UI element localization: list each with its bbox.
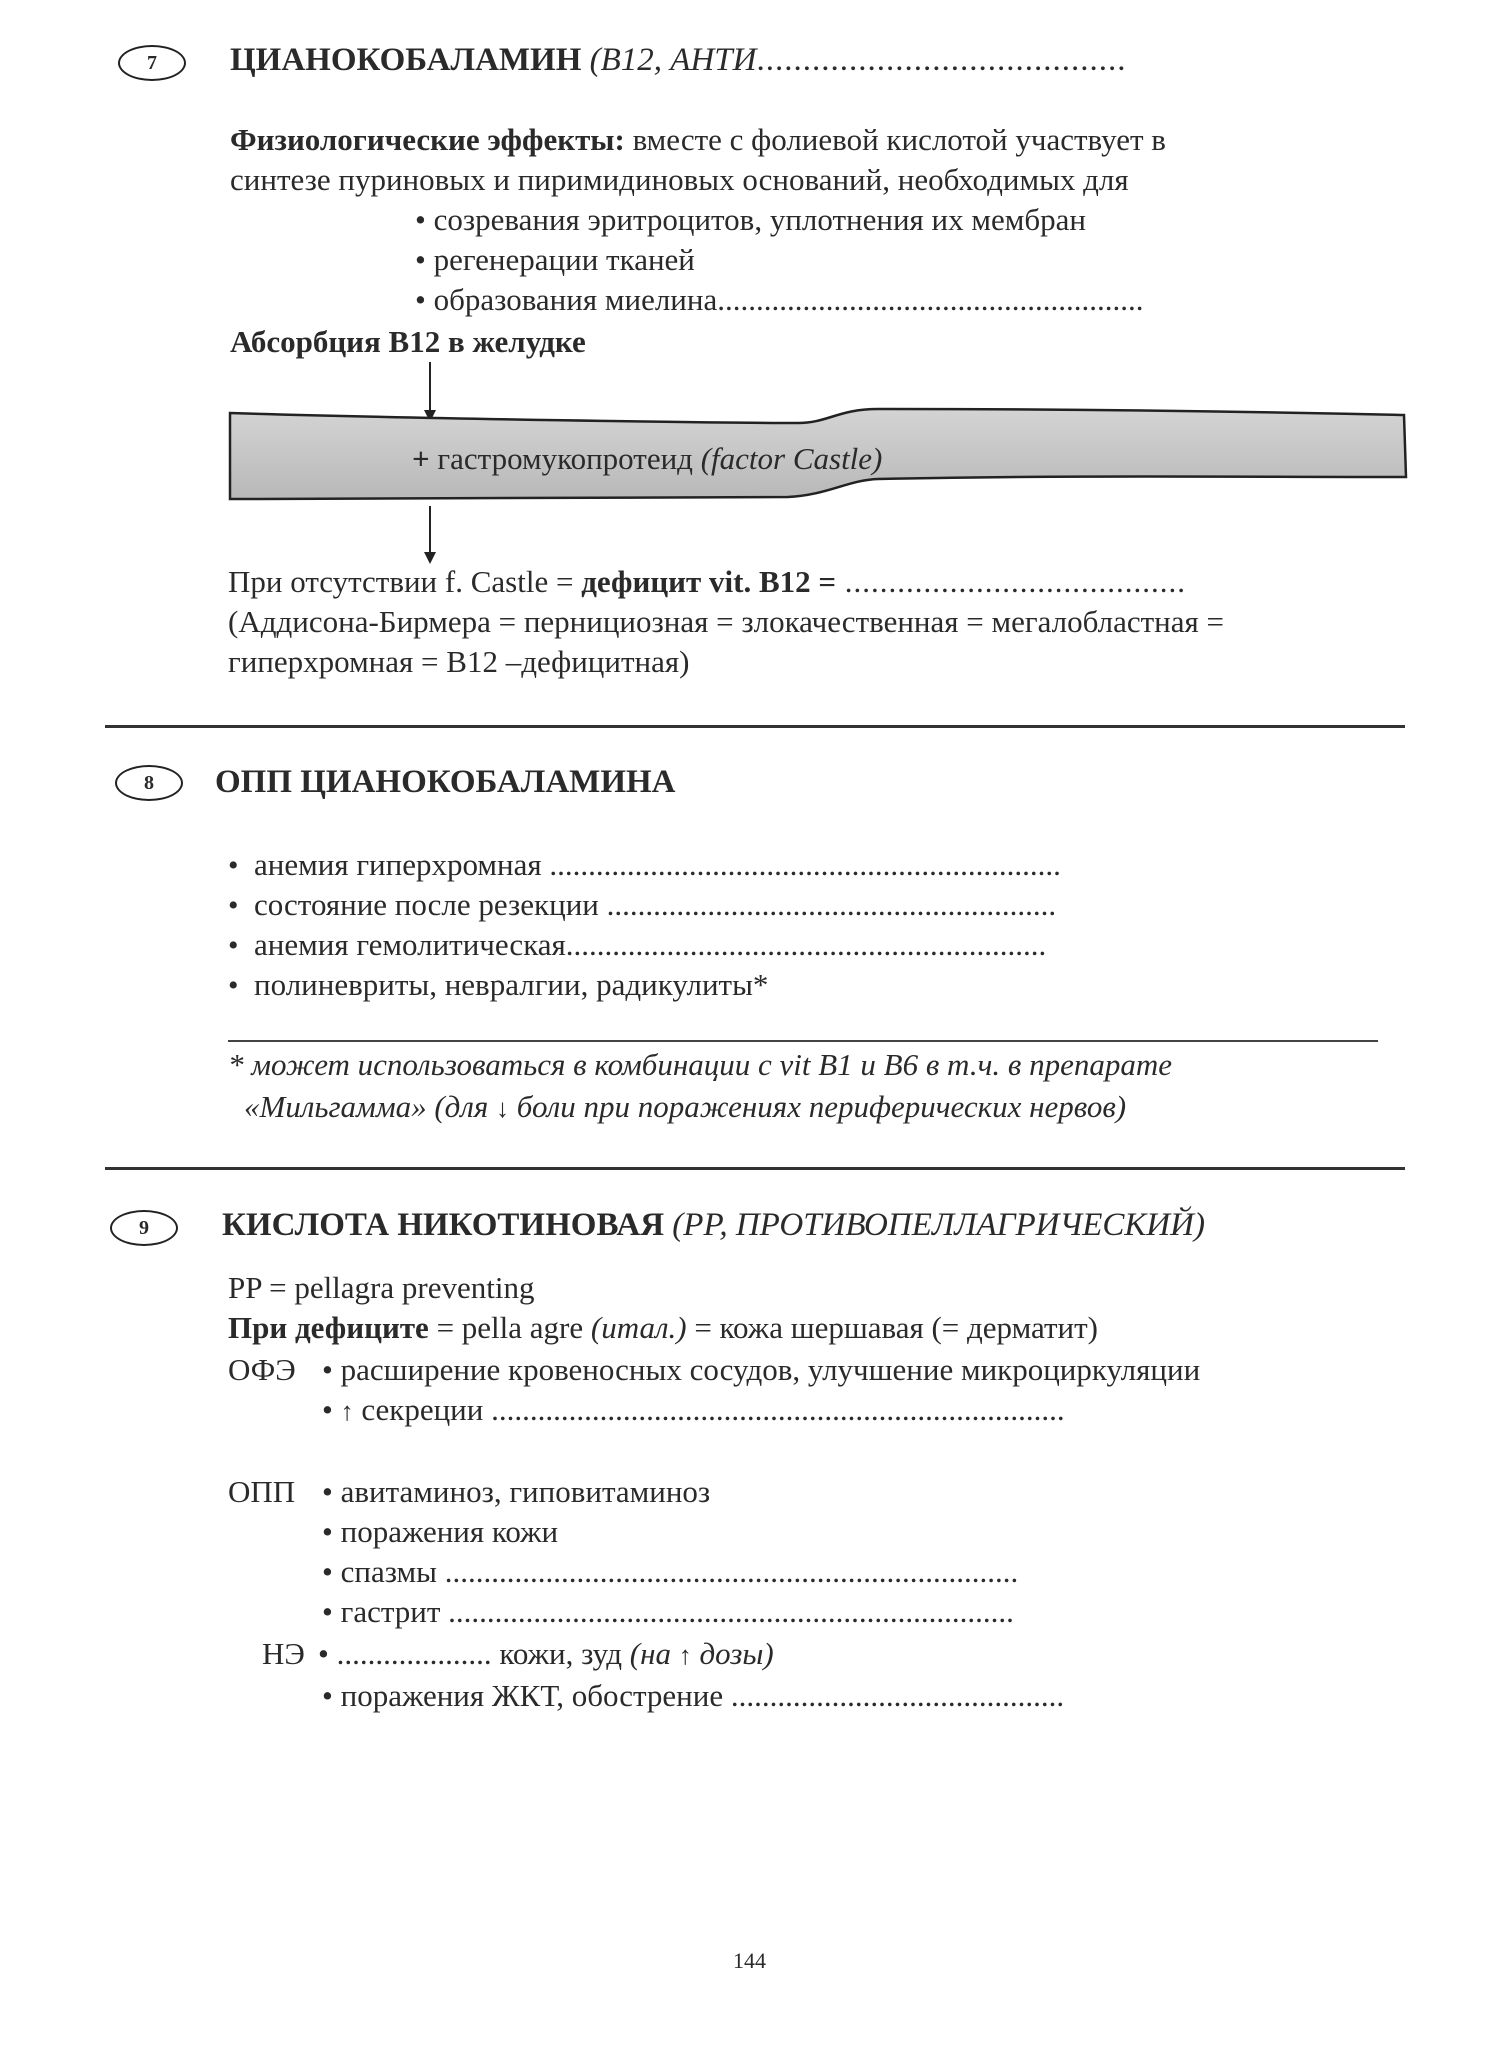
opp8-item-2: • состояние после резекции .......................................................... [228,887,1057,922]
ne-item-1-italic-b: дозы) [691,1636,774,1671]
arrow-up-icon: ↑ [678,1641,692,1670]
arrow-up-icon: ↑ [340,1397,354,1426]
anemia-names-line-2: гиперхромная = B12 –дефицитная) [228,644,690,679]
effects-bullet-3: • образования миелина....................................................... [415,282,1144,317]
section-7-title-dots: ........................................ [756,42,1127,78]
pp-deficit-line [228,1308,1098,1348]
opp9-item-3: • спазмы .......................................................................... [322,1554,1019,1589]
footnote-2b: боли при поражениях периферических нервов) [509,1089,1127,1124]
section-7-title-main: ЦИАНОКОБАЛАМИН [230,42,582,78]
footnote-line-2 [244,1087,1126,1129]
effects-bullet-1: • созревания эритроцитов, уплотнения их мембран [415,202,1087,237]
section-9-title-main: КИСЛОТА НИКОТИНОВАЯ [222,1207,665,1243]
stomach-label-italic: (factor Castle) [700,441,883,476]
section-number-8: 8 [115,765,183,801]
divider-2 [105,1167,1405,1170]
pp-deficit-bold: При дефиците [228,1310,429,1345]
opp8-item-2-text: состояние после резекции .......................................................... [254,887,1057,922]
footnote-rule [228,1040,1378,1042]
opp8-item-1-text: анемия гиперхромная .................................................................. [254,847,1061,882]
footnote-line-1: * может использоваться в комбинации с vit B1 и B6 в т.ч. в препарате [228,1047,1172,1082]
ofe-item-2-text: секреции .......................................................................... [353,1392,1065,1427]
effects-line-1 [230,120,1166,160]
ofe-item-2 [322,1390,1065,1432]
ofe-item-2-bullet: • [322,1392,341,1427]
absorption-label: Абсорбция B12 в желудке [230,324,586,359]
pp-deficit-rest: = кожа шершавая (= дерматит) [686,1310,1098,1345]
arrow-out-of-stomach [429,506,431,554]
section-9-title-italic: (PP, ПРОТИВОПЕЛЛАГРИЧЕСКИЙ) [664,1207,1205,1243]
effects-line-2: синтезе пуриновых и пиримидиновых оснований, необходимых для [230,162,1129,197]
section-8-title: ОПП ЦИАНОКОБАЛАМИНА [215,764,676,800]
opp9-item-2: • поражения кожи [322,1514,559,1549]
stomach-label-text: гастромукопротеид [429,441,701,476]
opp8-item-4: • полиневриты, невралгии, радикулиты* [228,967,769,1002]
ne-item-1-italic-a: (на [629,1636,679,1671]
effects-text: вместе с фолиевой кислотой участвует в [624,122,1166,157]
ne-label: НЭ [262,1636,305,1671]
arrow-down-icon: ↓ [496,1094,510,1123]
ofe-label: ОФЭ [228,1352,296,1387]
deficit-dots: ....................................... [836,564,1187,599]
deficit-pre: При отсутствии f. Castle = [228,564,582,599]
ne-item-2: • поражения ЖКТ, обострение ........................................... [322,1678,1065,1713]
effects-label: Физиологические эффекты: [230,122,625,157]
footnote-2a: «Мильгамма» (для [244,1089,497,1124]
section-7-title-suffix: (B12, АНТИ [589,42,757,78]
opp8-item-1: • анемия гиперхромная .................................................................. [228,847,1061,882]
section-7-title [230,38,1126,82]
divider-1 [105,725,1405,728]
pp-deficit-text: = pella agre [428,1310,591,1345]
anemia-names-line-1: (Аддисона-Бирмера = пернициозная = злокачественная = мегалобластная = [228,604,1224,639]
pp-definition: PP = pellagra preventing [228,1270,535,1305]
plus-icon: + [412,441,430,476]
opp9-item-1: • авитаминоз, гиповитаминоз [322,1474,711,1509]
deficit-bold: дефицит vit. B12 = [581,564,837,599]
opp8-item-3-text: анемия гемолитическая.............................................................. [254,927,1047,962]
ne-item-1-text: • .................... кожи, зуд [318,1636,630,1671]
opp8-item-4-text: полиневриты, невралгии, радикулиты* [254,967,769,1002]
section-number-9: 9 [110,1210,178,1246]
pp-deficit-italic: (итал.) [590,1310,687,1345]
ne-item-1 [318,1634,774,1676]
ofe-item-1: • расширение кровеносных сосудов, улучшение микроциркуляции [322,1352,1201,1387]
section-9-title [222,1203,1205,1247]
page-number: 144 [733,1948,766,1973]
section-number-7: 7 [118,45,186,81]
opp9-label: ОПП [228,1474,296,1509]
opp8-item-3: • анемия гемолитическая.............................................................. [228,927,1047,962]
effects-bullet-2: • регенерации тканей [415,242,695,277]
stomach-label [412,441,882,477]
opp9-item-4: • гастрит ......................................................................... [322,1594,1014,1629]
deficit-line [228,562,1186,602]
